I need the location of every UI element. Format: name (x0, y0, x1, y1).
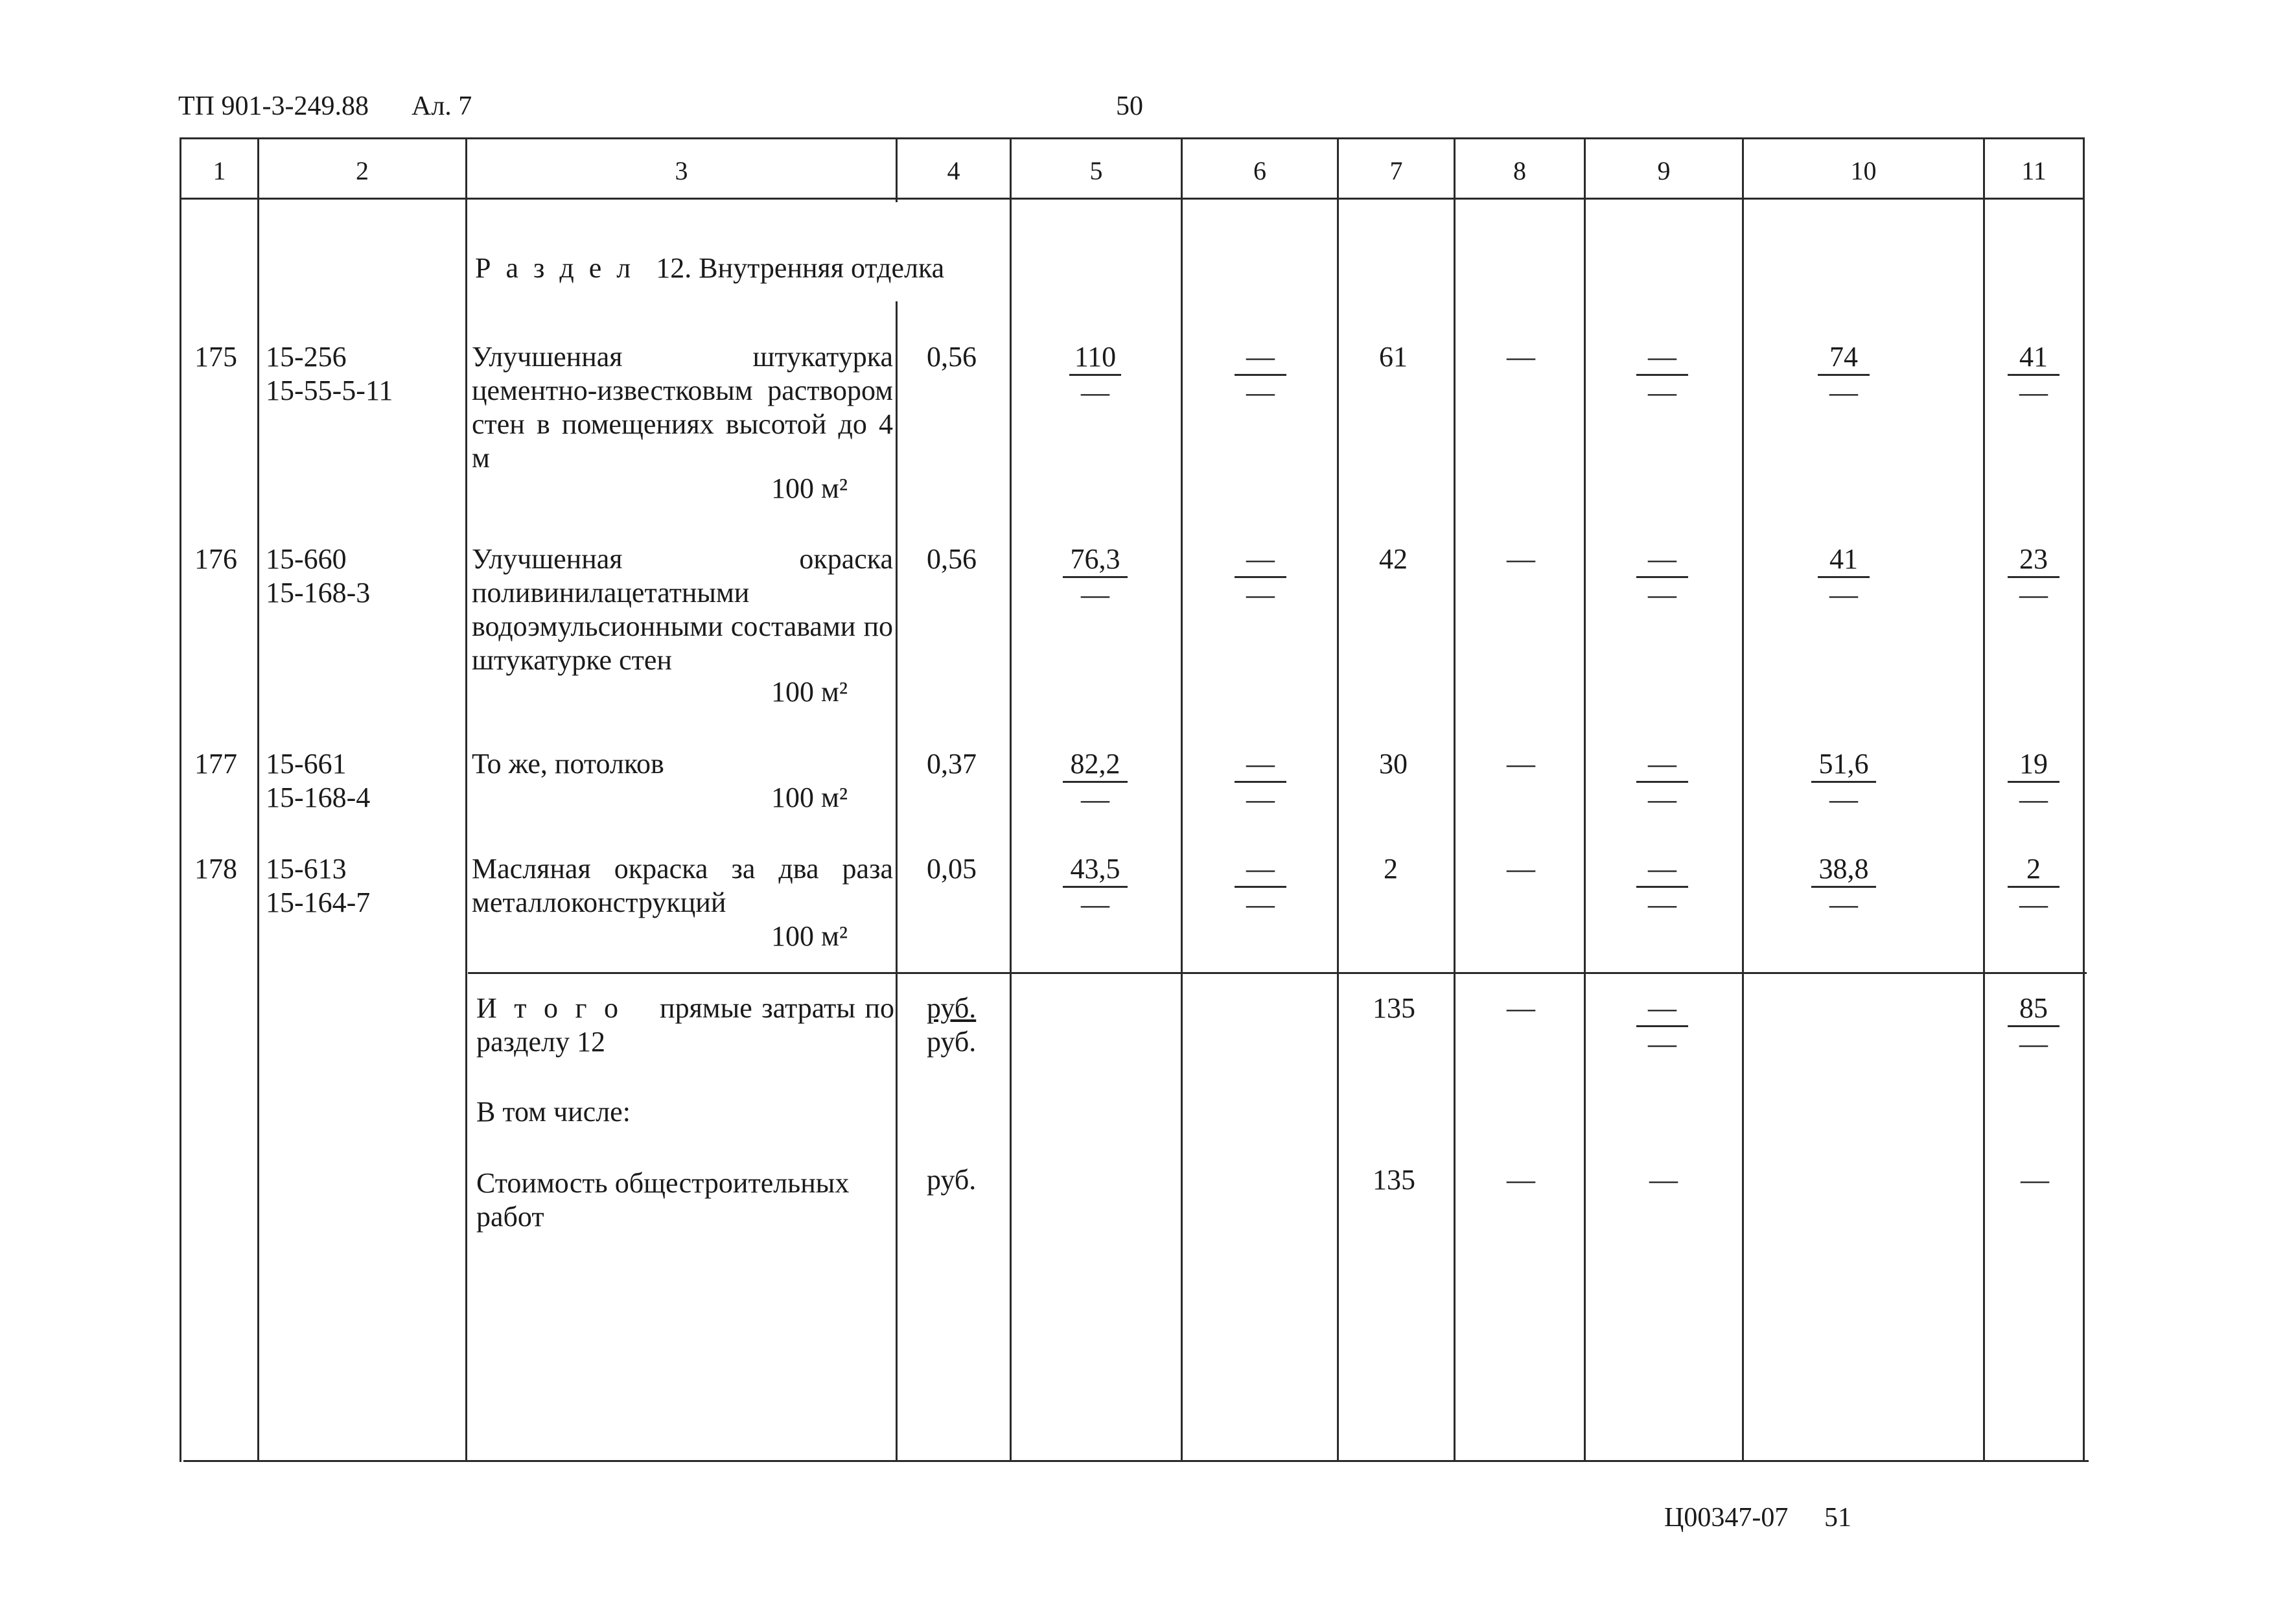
row-col5-fraction: 82,2 — (1063, 747, 1128, 817)
row-col5-value: 76,3 (1063, 542, 1128, 578)
page-number: 50 (1116, 91, 1143, 121)
row-col9-fraction: — — (1636, 340, 1688, 410)
row-col10-fraction: 38,8 — (1811, 852, 1876, 922)
row-col5-value: 110 (1069, 340, 1121, 376)
row-col11-fraction: 2 — (2008, 852, 2059, 922)
column-number-3: 3 (675, 156, 688, 185)
general-works-col9-value: — (1649, 1164, 1678, 1196)
totals-col9-value: — (1636, 992, 1688, 1027)
row-number: 176 (194, 543, 237, 575)
row-col6-fraction: — — (1235, 340, 1286, 410)
footer-code: Ц00347-07 (1664, 1503, 1789, 1533)
row-col11-value: 19 (2008, 747, 2059, 783)
row-col10-fraction: 41 — (1818, 542, 1870, 612)
row-col11-fraction: 41 — (2008, 340, 2059, 410)
general-works-col8-value: — (1507, 1164, 1535, 1196)
totals-col7-value: 135 (1373, 992, 1415, 1024)
row-code-primary: 15-256 (266, 341, 347, 373)
row-unit: 100 м² (771, 472, 848, 504)
column-number-10: 10 (1850, 156, 1877, 185)
row-col11-fraction: 23 — (2008, 542, 2059, 612)
row-col10-value: 38,8 (1811, 852, 1876, 888)
row-col9-value: — (1636, 340, 1688, 376)
row-number: 177 (194, 748, 237, 780)
row-col5-value: 43,5 (1063, 852, 1128, 888)
row-col5-value: 82,2 (1063, 747, 1128, 783)
row-code-secondary: 15-168-3 (266, 577, 371, 609)
totals-unit-2: руб. (927, 1026, 977, 1058)
totals-label-spaced: И т о г о (476, 992, 623, 1024)
row-quantity: 0,05 (927, 853, 977, 885)
row-col9-value: — (1636, 747, 1688, 783)
section-title-text: 12. Внутренняя отделка (656, 252, 945, 284)
totals-col8-value: — (1507, 992, 1535, 1024)
row-quantity: 0,56 (927, 543, 977, 575)
column-number-2: 2 (356, 156, 369, 185)
row-number: 175 (194, 341, 237, 373)
totals-col11-value: 85 (2008, 992, 2059, 1027)
row-col8-value: — (1507, 543, 1535, 575)
row-col11-value: 41 (2008, 340, 2059, 376)
column-number-7: 7 (1389, 156, 1403, 185)
album-label: Ал. 7 (412, 91, 472, 121)
footer-page-number: 51 (1824, 1503, 1851, 1533)
row-code-primary: 15-660 (266, 543, 347, 575)
column-number-11: 11 (2021, 156, 2047, 185)
general-works-col11-value: — (2021, 1164, 2049, 1196)
row-col10-value: 51,6 (1811, 747, 1876, 783)
totals-label-text: прямые затраты по разделу 12 (476, 992, 894, 1058)
row-col6-value: — (1235, 747, 1286, 783)
row-col10-value: 41 (1818, 542, 1870, 578)
row-description: Улучшенная штукатурка цементно-известковым раствором стен в помещениях высотой до 4 м (472, 341, 893, 474)
general-works-col7-value: 135 (1373, 1164, 1415, 1196)
row-quantity: 0,37 (927, 748, 977, 780)
section-title-spaced: Р а з д е л (475, 252, 635, 284)
row-col11-value: 23 (2008, 542, 2059, 578)
row-number: 178 (194, 853, 237, 885)
row-col10-fraction: 74 — (1818, 340, 1870, 410)
column-number-1: 1 (213, 156, 226, 185)
column-number-8: 8 (1513, 156, 1526, 185)
row-col6-value: — (1235, 542, 1286, 578)
row-code-primary: 15-613 (266, 853, 347, 885)
row-col11-value: 2 (2008, 852, 2059, 888)
row-col7-value: 61 (1379, 341, 1408, 373)
column-number-6: 6 (1253, 156, 1266, 185)
row-col5-fraction: 110 — (1069, 340, 1121, 410)
row-col9-fraction: — — (1636, 852, 1688, 922)
row-col8-value: — (1507, 853, 1535, 885)
row-col5-fraction: 43,5 — (1063, 852, 1128, 922)
totals-col11-fraction: 85 — (2008, 992, 2059, 1061)
row-col9-fraction: — — (1636, 747, 1688, 817)
totals-label (476, 992, 894, 1059)
column-number-9: 9 (1657, 156, 1671, 185)
row-code-secondary: 15-168-4 (266, 782, 371, 813)
row-code-secondary: 15-55-5-11 (266, 375, 393, 406)
row-description: То же, потолков (472, 748, 664, 780)
row-col9-value: — (1636, 852, 1688, 888)
row-col9-value: — (1636, 542, 1688, 578)
row-quantity: 0,56 (927, 341, 977, 373)
row-unit: 100 м² (771, 920, 848, 952)
column-number-4: 4 (947, 156, 960, 185)
row-col8-value: — (1507, 748, 1535, 780)
totals-col9-fraction: — — (1636, 992, 1688, 1061)
row-col6-fraction: — — (1235, 852, 1286, 922)
row-col7-value: 2 (1384, 853, 1398, 885)
totals-unit-1: руб. (927, 992, 977, 1024)
row-col10-fraction: 51,6 — (1811, 747, 1876, 817)
row-col8-value: — (1507, 341, 1535, 373)
row-unit: 100 м² (771, 676, 848, 708)
row-code-secondary: 15-164-7 (266, 887, 371, 918)
general-works-unit: руб. (927, 1164, 977, 1196)
document-code: ТП 901-3-249.88 (178, 91, 369, 121)
row-col6-fraction: — — (1235, 542, 1286, 612)
row-col5-fraction: 76,3 — (1063, 542, 1128, 612)
row-col6-value: — (1235, 852, 1286, 888)
including-label: В том числе: (476, 1096, 631, 1128)
general-works-label: Стоимость общестроительных работ (476, 1167, 850, 1233)
row-col11-fraction: 19 — (2008, 747, 2059, 817)
row-col7-value: 30 (1379, 748, 1408, 780)
row-col6-value: — (1235, 340, 1286, 376)
row-unit: 100 м² (771, 782, 848, 813)
row-description: Масляная окраска за два раза металлоконструкций (472, 853, 893, 918)
row-description: Улучшенная окраска поливинилацетатными водоэмульсионными составами по штукатурке стен (472, 543, 893, 676)
section-title (475, 251, 944, 285)
row-code-primary: 15-661 (266, 748, 347, 780)
row-col9-fraction: — — (1636, 542, 1688, 612)
row-col6-fraction: — — (1235, 747, 1286, 817)
column-number-5: 5 (1089, 156, 1103, 185)
row-col7-value: 42 (1379, 543, 1408, 575)
row-col10-value: 74 (1818, 340, 1870, 376)
